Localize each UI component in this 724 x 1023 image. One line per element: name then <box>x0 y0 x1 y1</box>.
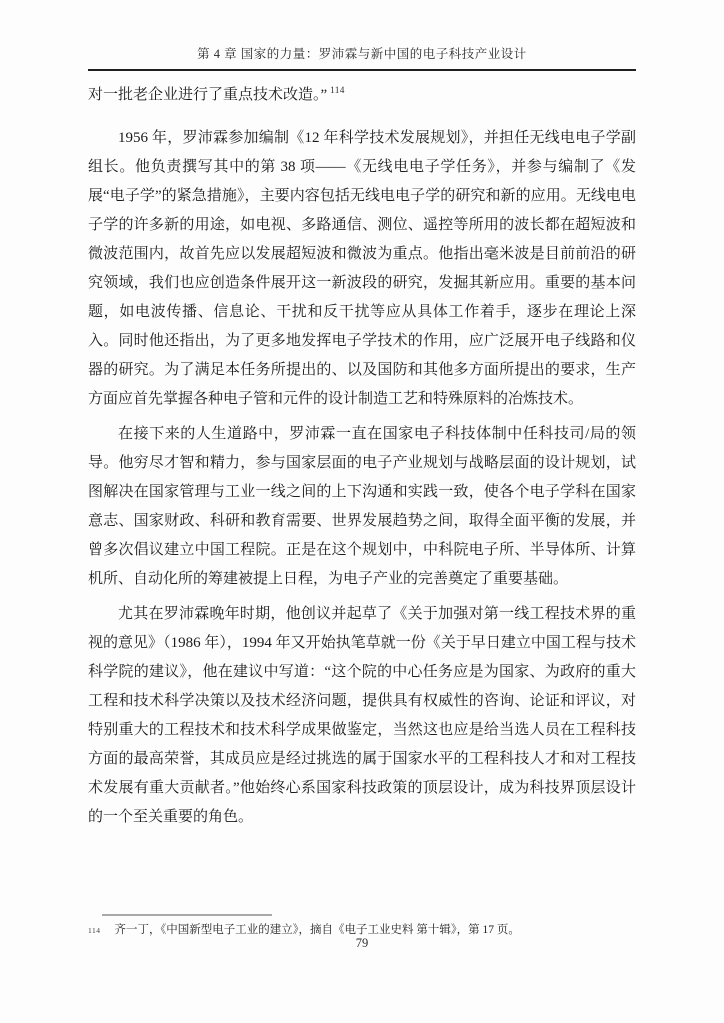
body-text <box>88 81 636 838</box>
footnote-marker: 114 <box>88 926 101 935</box>
paragraph: 1956 年，罗沛霖参加编制《12 年科学技术发展规划》，并担任无线电电子学副组长。他负责撰写其中的第 38 项——《无线电电子学任务》，并参与编制了《发展“电子学”的紧急措施》，主要内容包括无线电电子学的研究和新的应用。无线电电子学的许多新的用途，如电视、多路通信、测位、遥控等所用的波长都在超短波和微波范围内，故首先应以发展超短波和微波为重点。他指出毫米波是目前前沿的研究领域，我们也应创造条件展开这一新波段的研究，发掘其新应用。重要的基本问题，如电波传播、信息论、干扰和反干扰等应从具体工作着手，逐步在理论上深入。同时他还指出，为了更多地发挥电子学技术的作用，应广泛展开电子线路和仪器的研究。为了满足本任务所提出的、以及国防和其他多方面所提出的要求，生产方面应首先掌握各种电子管和元件的设计制造工艺和特殊原料的冶炼技术。 <box>88 130 636 407</box>
paragraph-text: 对一批老企业进行了重点技术改造。” <box>88 87 328 103</box>
running-header: 第 4 章 国家的力量：罗沛霖与新中国的电子科技产业设计 <box>88 46 636 71</box>
page-number: 79 <box>355 936 369 950</box>
footnote-rule <box>102 914 272 916</box>
footnote-ref: 114 <box>330 85 345 95</box>
footnote-text: 齐一丁，《中国新型电子工业的建立》，摘自《电子工业史料 第十辑》，第 17 页。 <box>114 924 520 936</box>
paragraph: 在接下来的人生道路中，罗沛霖一直在国家电子科技体制中任科技司/局的领导。他穷尽才智和精力，参与国家层面的电子产业规划与战略层面的设计规划，试图解决在国家管理与工业一线之间的上下沟通和实践一致，使各个电子学科在国家意志、国家财政、科研和教育需要、世界发展趋势之间，取得全面平衡的发展，并曾多次倡议建立中国工程院。正是在这个规划中，中科院电子所、半导体所、计算机所、自动化所的筹建被提上日程，为电子产业的完善奠定了重要基础。 <box>88 426 636 587</box>
paragraph: 尤其在罗沛霖晚年时期，他创议并起草了《关于加强对第一线工程技术界的重视的意见》（1986 年），1994 年又开始执笔草就一份《关于早日建立中国工程与技术科学院的建议》，他在建议中写道：“这个院的中心任务应是为国家、为政府的重大工程和技术科学决策以及技术经济问题，提供具有权威性的咨询、论证和评议，对特别重大的工程技术和技术科学成果做鉴定，当然这也应是给当选人员在工程科技方面的最高荣誉，其成员应是经过挑选的属于国家水平的工程科技人才和对工程技术发展有重大贡献者。”他始终心系国家科技政策的顶层设计，成为科技界顶层设计的一个至关重要的角色。 <box>88 606 636 825</box>
paragraph <box>88 81 636 110</box>
footnote-block <box>88 906 636 938</box>
